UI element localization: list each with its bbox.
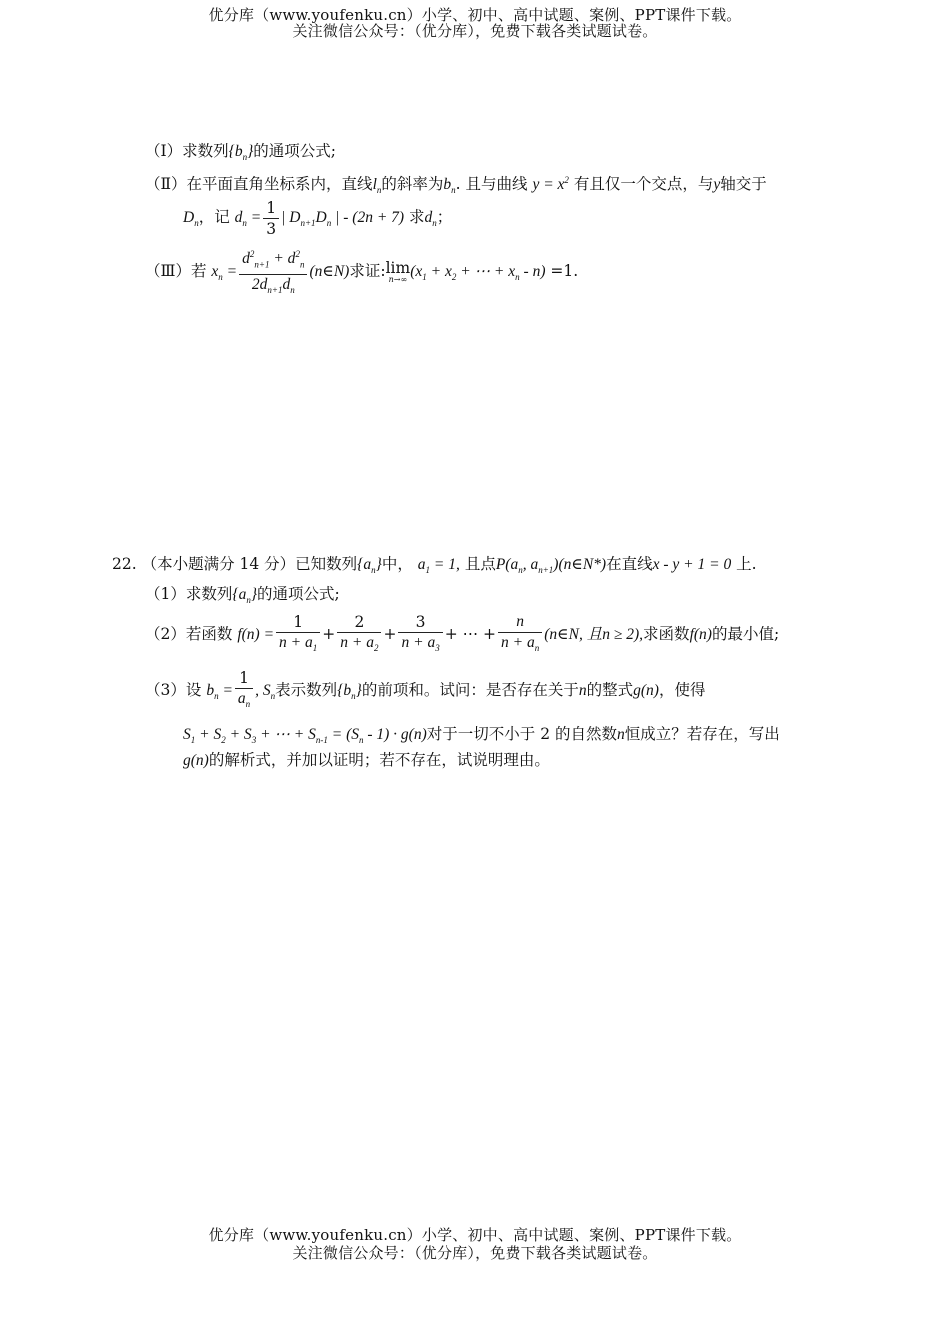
formula-sum-identity: $S_1 + S_2 + S_3$ + ⋯ + $S_{n-1} = (S_n - 1) \cdot g(n)$ (183, 726, 427, 746)
formula-a1: $a_1 = 1$, (417, 556, 460, 576)
q22-part-3-label: （3） (145, 681, 186, 700)
fraction-xn-definition: $\frac{d^2_{n+1} + d^2_n}{2d_{n+1}d_n}$ (239, 244, 307, 300)
fraction-one-third: $\frac{1}{3}$ (263, 198, 279, 239)
q22-part-1: （1）求数列$\{a_n\}$的通项公式; (145, 585, 340, 606)
q22-part-3-end: g(n)的解析式，并加以证明；若不存在，试说明理由。 (183, 751, 550, 769)
formula-curve: $y = x^2$ (532, 175, 569, 194)
limit-operator: lim n→∞ (385, 258, 411, 284)
q21-part-2-cont: $D_n$，记 $d_n$ = $\frac{1}{3}$ | $D_{n+1}D_n$ | - (2n + 7) 求$d_n$； (183, 198, 453, 238)
page-header-line-1: 优分库（www.youfenku.cn）小学、初中、高中试题、案例、PPT课件下载。 (208, 6, 742, 24)
formula-dn: $d_n$ = (234, 209, 262, 229)
q21-part-1-label: （Ⅰ） (145, 142, 183, 160)
fraction-term-2: $\frac{2}{n + a_2}$ (337, 612, 381, 658)
formula-point-p: $P(a_n$, $a_{n+1})(n\in N*)$ (495, 556, 607, 576)
q22-part-2: （2）若函数 f(n) = $\frac{1}{n + a_1}$ + $\frac{2}{n + a_2}$ + $\frac{3}{n + a_3}$ + ⋯ + $\frac{n}{n + a_n}$ (n∈N, 且n ≥ 2),求函数f(n)的最小值; (145, 612, 779, 658)
page-footer-line-2: 关注微信公众号：（优分库），免费下载各类试题试卷。 (292, 1244, 658, 1262)
formula-bn-set: $\{b_n\}$ (228, 143, 254, 163)
formula-line: x - y + 1 = 0 (652, 556, 732, 573)
q22-part-2-label: （2） (145, 625, 186, 644)
fraction-bn-definition: $\frac{1}{a_n}$ (235, 668, 253, 714)
q21-part-1: （Ⅰ）求数列$\{b_n\}$的通项公式; (145, 142, 337, 163)
q22-intro: 22. （本小题满分 14 分）已知数列$\{a_n\}$中， $a_1 = 1$, 且点$P(a_n$, $a_{n+1})(n\in N*)$在直线x - y + 1 = 0 上. (112, 555, 757, 576)
q22-part-3-cont: $S_1 + S_2 + S_3$ + ⋯ + $S_{n-1} = (S_n - 1) \cdot g(n)$对于一切不小于 2 的自然数n恒成立？若存在，写出 (183, 725, 780, 746)
q21-part-3-label: （Ⅲ） (145, 262, 191, 281)
q21-part-2: （Ⅱ）在平面直角坐标系内，直线$l_n$的斜率为$b_n$. 且与曲线 $y = x^2$ 有且仅一个交点，与y轴交于 (145, 175, 767, 196)
page-footer-line-1: 优分库（www.youfenku.cn）小学、初中、高中试题、案例、PPT课件下载。 (208, 1226, 742, 1244)
q21-part-3: （Ⅲ）若 $x_n$ = $\frac{d^2_{n+1} + d^2_n}{2d_{n+1}d_n}$ (n∈N)求证: lim n→∞ ($x_1 + x_2$ + ⋯ + $x_n - n) =1$. (145, 244, 578, 300)
fraction-term-3: $\frac{3}{n + a_3}$ (398, 612, 442, 658)
fraction-term-n: $\frac{n}{n + a_n}$ (498, 612, 542, 658)
fraction-term-1: $\frac{1}{n + a_1}$ (276, 612, 320, 658)
q22-number: 22. (112, 555, 137, 573)
q22-part-1-label: （1） (145, 585, 186, 603)
page-header-line-2: 关注微信公众号：（优分库），免费下载各类试题试卷。 (292, 22, 658, 40)
q22-part-3: （3）设 $b_n$ = $\frac{1}{a_n}$ , $S_n$表示数列$\{b_n\}$的前项和。试问：是否存在关于n的整式g(n)，使得 (145, 668, 705, 716)
q21-part-2-label: （Ⅱ） (145, 175, 187, 194)
